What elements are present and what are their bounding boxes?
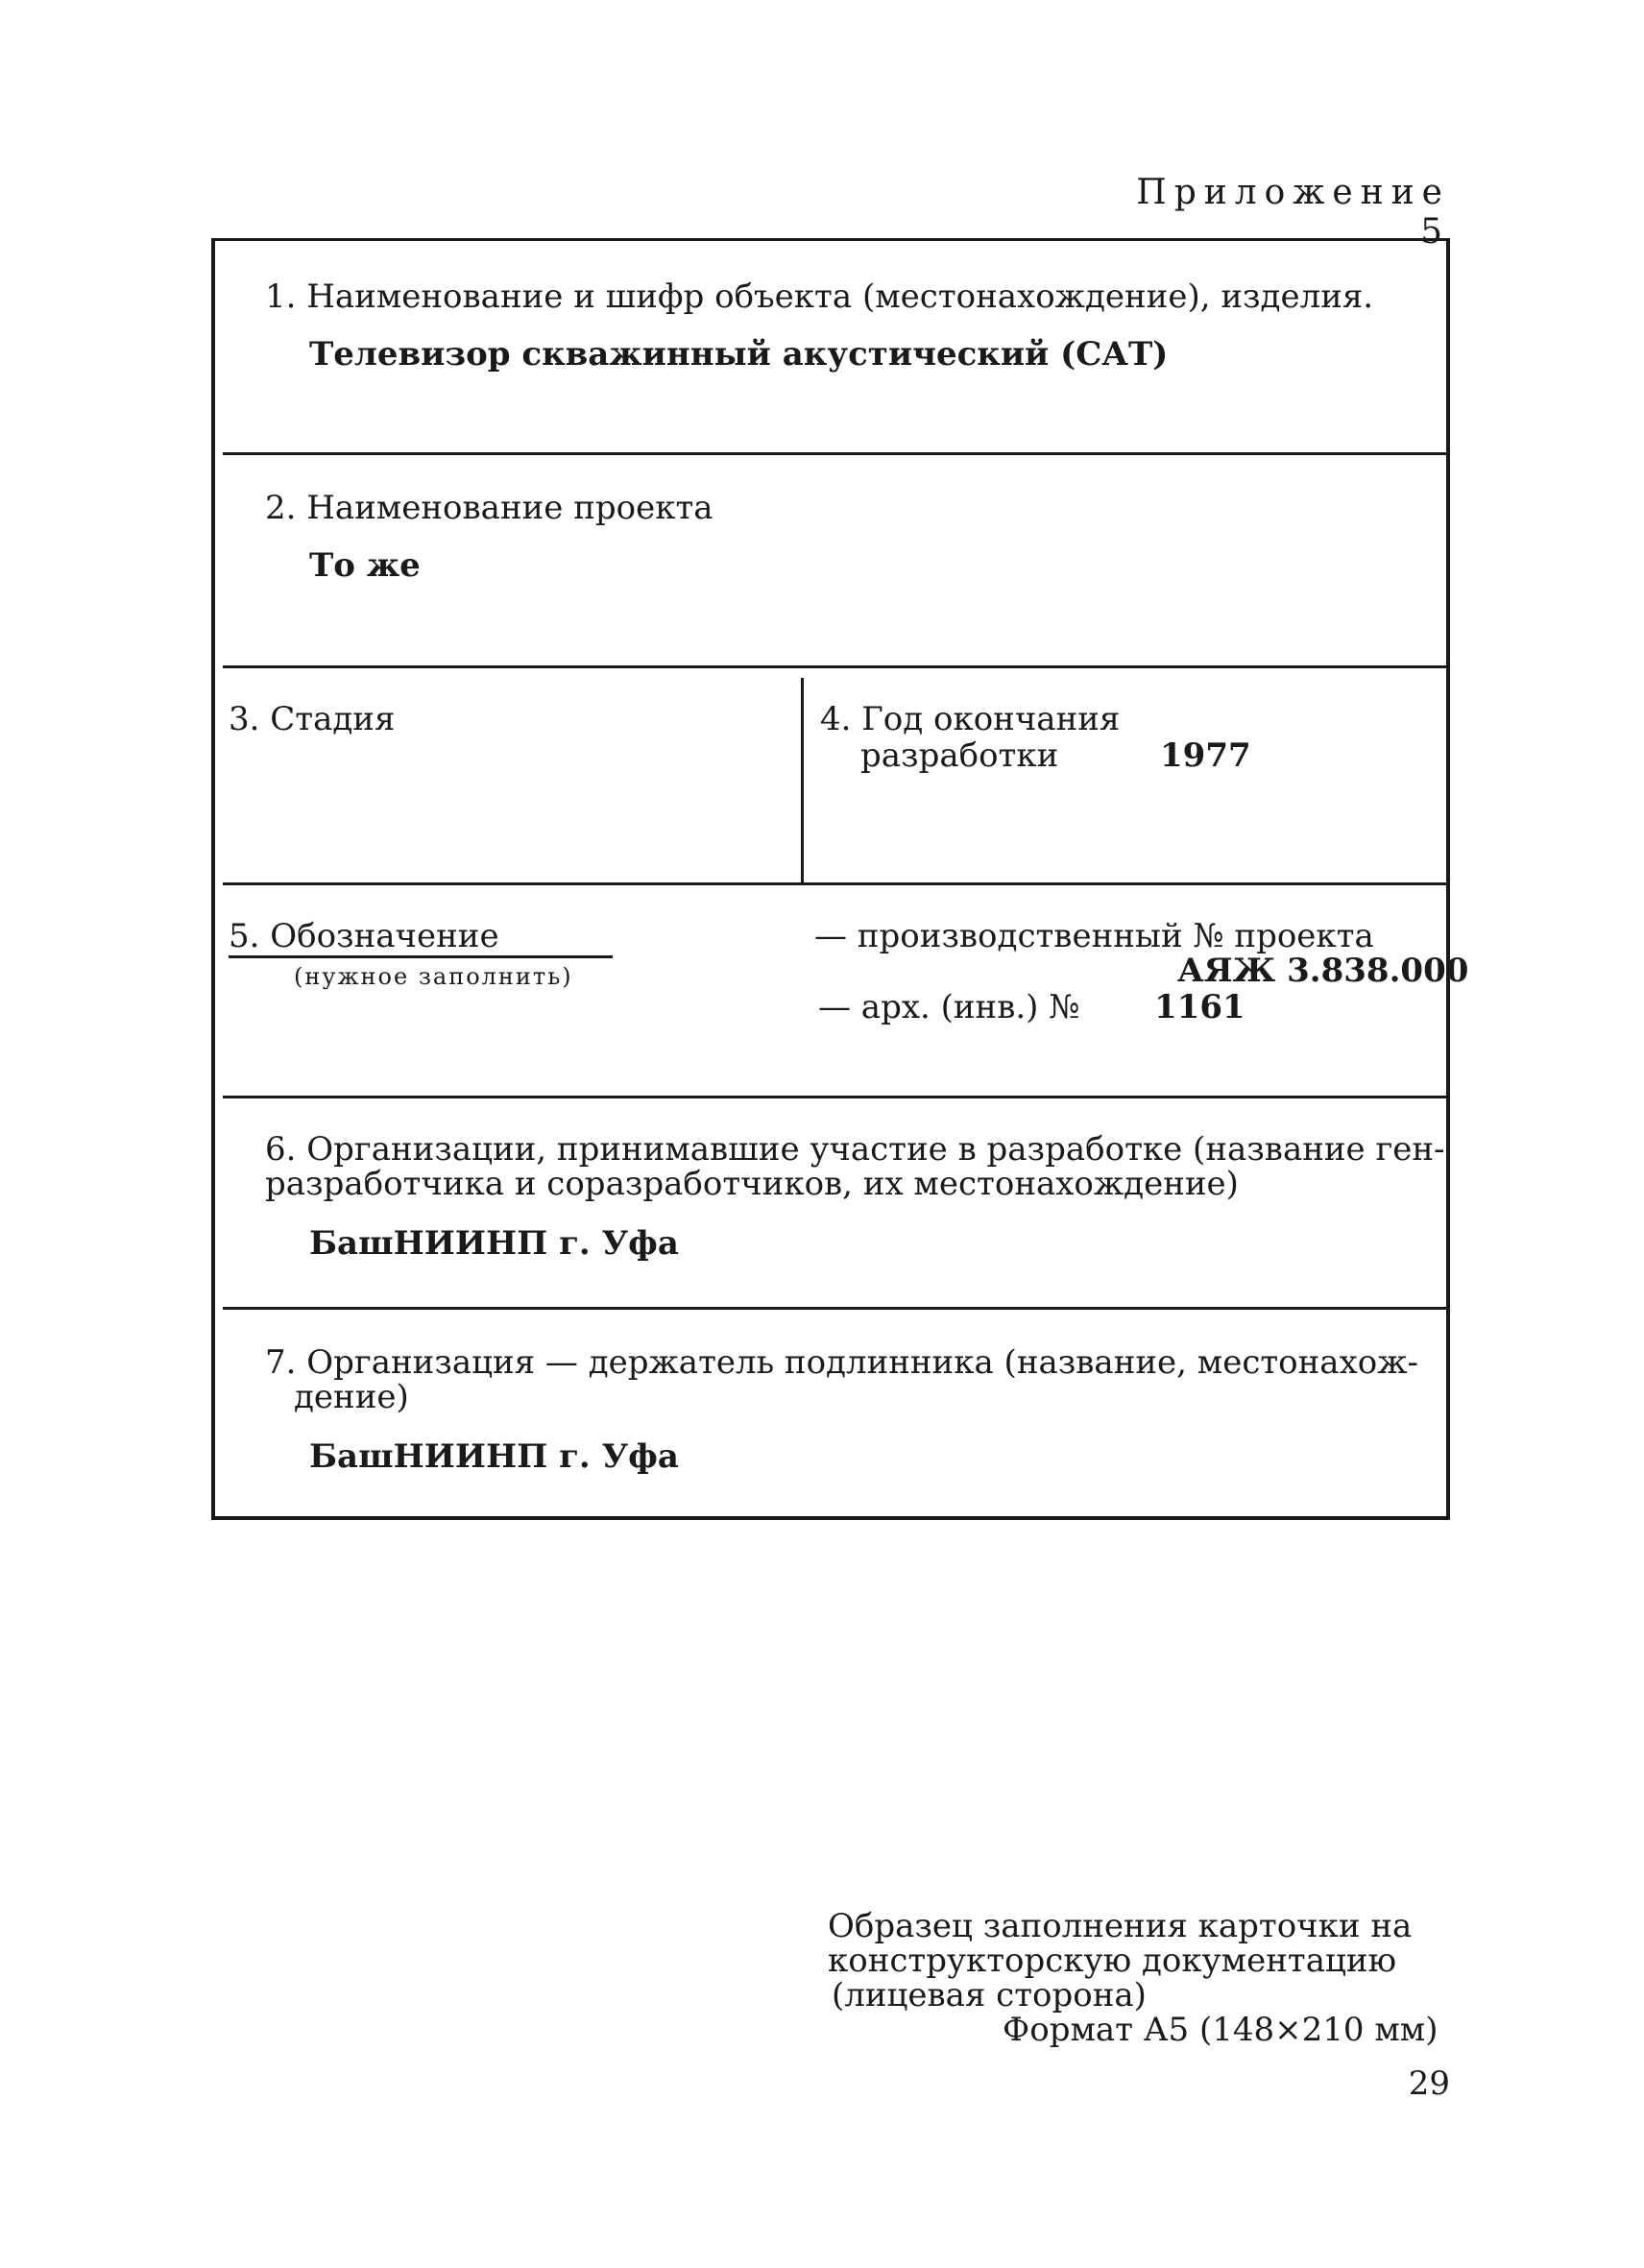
field6-label-line2: разработчика и соразработчиков, их местонахождение) — [265, 1165, 1239, 1203]
caption-line3: (лицевая сторона) — [832, 1976, 1147, 2015]
field2-value: То же — [309, 546, 421, 585]
caption-line1: Образец заполнения карточки на — [828, 1907, 1413, 1945]
caption-format: Формат А5 (148×210 мм) — [1003, 2011, 1438, 2049]
divider-2 — [223, 665, 1446, 668]
field5-hint: (нужное заполнить) — [294, 963, 573, 990]
production-number-value: АЯЖ 3.838.000 — [1177, 952, 1469, 990]
field1-label: 1. Наименование и шифр объекта (местонахождение), изделия. — [265, 277, 1374, 316]
divider-1 — [223, 452, 1446, 455]
field7-label-line2: дение) — [294, 1378, 409, 1416]
field7-value: БашНИИНП г. Уфа — [309, 1437, 679, 1476]
documentation-card — [211, 238, 1469, 1520]
field4-label-line2: разработки — [860, 736, 1059, 775]
divider-4 — [223, 1096, 1446, 1098]
divider-5 — [223, 1307, 1446, 1310]
stage-year-separator — [801, 678, 804, 884]
production-number-label: — производственный № проекта — [814, 917, 1374, 955]
appendix-label: Приложение 5 — [1136, 173, 1450, 252]
field3-label: 3. Стадия — [229, 700, 396, 738]
field4-label-line1: 4. Год окончания — [820, 700, 1121, 738]
field1-value: Телевизор скважинный акустический (САТ) — [309, 335, 1169, 374]
divider-3 — [223, 882, 1446, 885]
caption-line2: конструкторскую документацию — [828, 1942, 1397, 1980]
field5-label: 5. Обозначение — [229, 917, 499, 955]
field4-value: 1977 — [1160, 736, 1251, 775]
archive-number-value: 1161 — [1154, 988, 1245, 1026]
field7-label-line1: 7. Организация — держатель подлинника (название, местонахож- — [265, 1343, 1418, 1382]
archive-number-label: — арх. (инв.) № — [818, 988, 1080, 1026]
field6-label-line1: 6. Организации, принимавшие участие в разработке (название ген- — [265, 1130, 1445, 1169]
field6-value: БашНИИНП г. Уфа — [309, 1224, 679, 1263]
field2-label: 2. Наименование проекта — [265, 489, 713, 527]
page-number: 29 — [1408, 2064, 1450, 2103]
